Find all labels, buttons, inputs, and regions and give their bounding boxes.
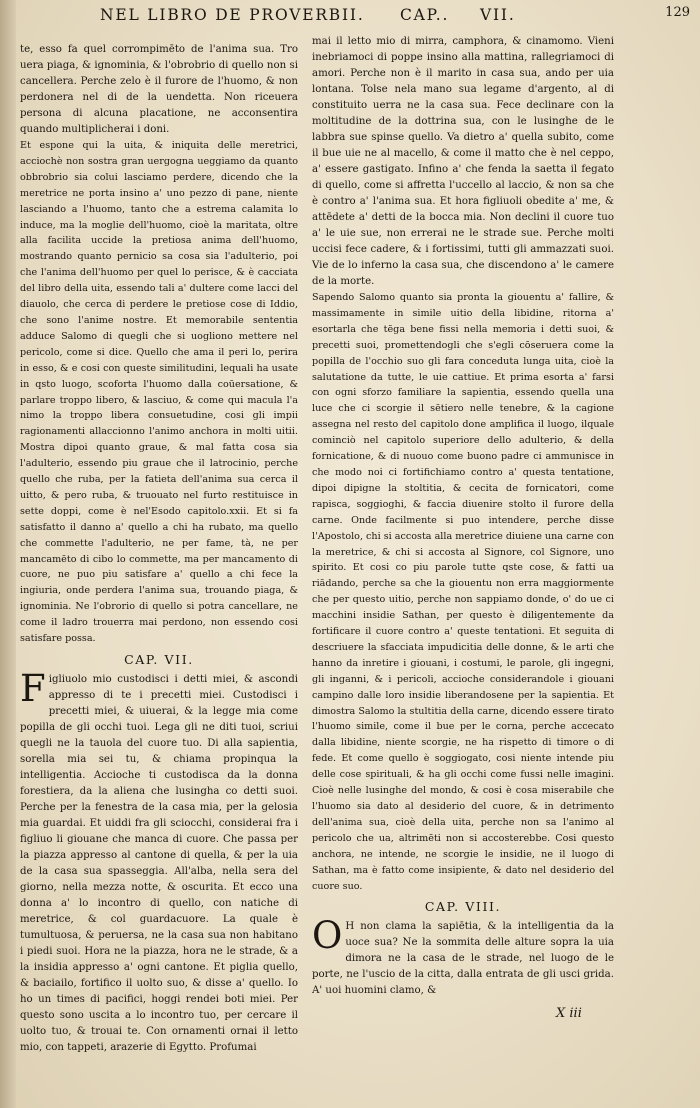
signature-mark: X iii bbox=[556, 1006, 582, 1021]
right-commentary: Sapendo Salomo quanto sia pronta la giouentu a' fallire, & massimamente in simile uitio della libidine, ritorna a' esortarla che tēga bene fissi nella memoria i detti suoi, & precetti suoi, promettendogli che s'egli cōseruera come la popilla de l'occhio suo gli fara conceduta lunga uita, cioè la salutatione da tutte, le uie cattiue. Et prima esorta a' farsi con ogni sforzo familiare la sapientia, essendo quella una luce che ci scorgie il sētiero nelle tenebre, & la cagione assegna nel resto del capitolo done amplifica il luogo, ilquale cominciò nel capitolo superiore dello adulterio, & della fornicatione, & di nuouo come buono padre ci ammunisce in che modo noi ci fortifichiamo contro a' questa tentatione, dipoi dipigne la stoltitia, & cecita de fornicatori, come rapisca, soggioghi, & faccia diuenire stolto il furore della carne. Onde facilmente si puo intendere, perche disse l'Apostolo, chi si accosta alla meretrice diuiene una carne con la meretrice, & chi si accosta al Signore, col Signore, uno spirito. Et cosi co piu parole tutte qste cose, & fatti ua riādando, perche sa che la giouentu non erra maggiormente che per questo uitio, perche non sappiamo donde, o' do ue ci macchini insidie Sathan, per questo è diligentemente da fortificare il cuore contro a' queste tentationi. Et seguita di descriuere la sfacciata impudicitia delle donne, & le arti che hanno da inretire i giouani, i costumi, le parole, gli ingegni, gli inganni, & i pericoli, accioche considerandole i giouani campino dalle loro insidie liberandosene per la sapientia. Et dimostra Salomo la stultitia della carne, dicendo essere tirato l'huomo simile, come il bue per le corna, perche accecato dalla libidine, niente scorgie, ne ha rispetto di timore o di fede. Et come quello è soggiogato, cosi niente intende piu delle cose spirituali, & ha gli occhi come fussi nelle imagini. Cioè nelle lusinghe del mondo, & cosi è cosa miserabile che l'huomo sia dato al desiderio del cuore, & in detrimento dell'anima sua, cioè della uita, perche non sa l'animo al pericolo che ua, altrimēti non si accosterebbe. Cosi questo anchora, ne intende, ne scorgie le insidie, ne il luogo di Sathan, ma è fatto come insipiente, & dato nel desiderio del cuore suo. bbox=[312, 292, 614, 892]
running-head-chapter-label: CAP.. bbox=[400, 6, 450, 24]
page-gutter-shadow bbox=[0, 0, 16, 1108]
running-head-chapter-numeral: VII. bbox=[480, 6, 516, 24]
chapter-heading-vii: CAP. VII. bbox=[124, 652, 194, 667]
chapter-vii-text: Figliuolo mio custodisci i detti miei, & ascondi appresso di te i precetti miei. Custodisci i precetti miei, & uiuerai, & la legge mia come popilla de gli occhi tuoi. Lega gli ne diti tuoi, scriui quegli ne la tauola del cuore tuo. Di alla sapientia, sorella mia sei tu, & chiama propinqua la intelligentia. Accioche ti custodisca da la donna forestiera, da la aliena che lusingha co detti suoi. Perche per la fenestra de la casa mia, per la gelosia mia guardai. Et uiddi fra gli sciocchi, considerai fra i figliuo li giouane che manca di cuore. Che passa per la piazza appresso al cantone di quella, & per la uia de la casa sua spasseggia. All'alba, nella sera del giorno, nella mezza notte, & oscurita. Et ecco una donna a' lo incontro di quello, con natiche di meretrice, & col guardacuore. La quale è tumultuosa, & peruersa, ne la casa sua non habitano i piedi suoi. Hora ne la piazza, hora ne le strade, & a la insidia appresso a' ogni cantone. Et piglia quello, & baciailo, fortifico il uolto suo, & disse a' quello. Io ho un times di pacifici, hoggi rendei boti miei. Per questo sono uscita a lo incontro tuo, per cercare il uolto tuo, & trouai te. Con ornamenti ornai il letto mio, con tappeti, arazerie di Egytto. Profumai bbox=[20, 667, 298, 1053]
right-paragraph-1: mai il letto mio di mirra, camphora, & cinamomo. Vieni inebriamoci di poppe insino alla mattina, rallegriamoci di amori. Perche non è il marito in casa sua, ando per uia lontana. Tolse nela mano sua legame d'argento, al di constituito uerra ne la casa sua. Fece declinare con la moltitudine de la dottrina sua, con le lusinghe de le labbra sue spinse quello. Va dietro a' quella subito, come il bue uie ne al macello, & come il matto che è nel ceppo, a' essere gastigato. Infino a' che fenda la saetta il fegato di quello, come si affretta l'uccello al laccio, & non sa che è contro a' l'anima sua. Et hora figliuoli obedite a' me, & attēdete a' detti de la bocca mia. Non declini il cuore tuo a' le uie sue, non errerai ne le strade sue. Perche molti uccisi fece cadere, & i fortissimi, tutti gli ammazzati suoi. Vie de lo inferno la casa sua, che discendono a' le camere de la morte. bbox=[312, 36, 614, 287]
left-column bbox=[20, 42, 298, 1056]
folio-number: 129 bbox=[665, 5, 690, 20]
chapter-viii-text: OH non clama la sapiētia, & la intelligentia da la uoce sua? Ne la sommita delle alture sopra la uia dimora ne la casa de le strade, nel luogo de le porte, ne l'uscio de la citta, dalla entrata de gli usci grida. A' uoi huomini clamo, & bbox=[312, 914, 614, 997]
chapter-heading-viii: CAP. VIII. bbox=[424, 899, 502, 915]
right-column bbox=[312, 34, 614, 999]
running-head bbox=[100, 4, 690, 32]
running-head-title: NEL LIBRO DE PROVERBII. bbox=[100, 6, 365, 24]
left-paragraph-1: te, esso fa quel corrompimēto de l'anima sua. Tro uera piaga, & ignominia, & l'obrobrio di quello non si cancellera. Perche zelo è il furore de l'huomo, & non perdonera nel di de la uendetta. Non riceuera persona di alcuna placatione, ne acconsentira quando multiplicherai i doni. bbox=[20, 44, 298, 135]
left-commentary: Et espone qui la uita, & iniquita delle meretrici, acciochè non sostra gran uergogna ueggiamo da quanto obbrobrio sia colui lasciamo perdere, dicendo che la meretrice ne porta insino a' uno pezzo di pane, niente lasciando a l'huomo, tanto che a estrema calamita lo induce, ma la moglie dell'huomo, cioè la maritata, oltre alla facilita uccide la pretiosa anima dell'huomo, mostrando quanto pernicio sa cosa sia l'adulterio, poi che l'anima dell'huomo per quel lo perisce, & è cacciata del libro della uita, essendo tali a' dultere come lacci del diauolo, che cerca di perdere le pretiose cose di Iddio, che sono l'anime nostre. Et memorabile sententia adduce Salomo di quegli che si uogliono mettere nel pericolo, come si dice. Quello che ama il peri lo, perira in esso, & e cosi con queste similitudini, lequali ha usate in qsto luogo, scoforta l'huomo dalla coūersatione, & parlare troppo libero, & lasciuo, & come qui macula l'a nimo la troppo libera consuetudine, cosi gli impii ragionamenti allaccionno l'animo anchora in molti uitii. Mostra dipoi quanto graue, & mal fatta cosa sia l'adulterio, essendo piu graue che il latrocinio, perche quello che ruba, per la fatieta dell'anima sua cerca il uitto, & pero ruba, & truouato nel furto restituisce in sette doppi, come è nel'Esodo capitolo.xxii. Et si fa satisfatto il danno a' quello a chi ha rubato, ma quello che commette l'adulterio, ne per fame, tà, ne per mancamēto di cibo lo commette, ma per mancamento di cuore, ne puo piu satisfare a' quello a chi fece la ingiuria, onde perdera l'anima sua, trouando piaga, & ignominia. Ne l'obrorio di quello si potra cancellare, ne come il ladro trouerra mai perdono, non essendo cosi satisfare possa. bbox=[20, 140, 298, 645]
